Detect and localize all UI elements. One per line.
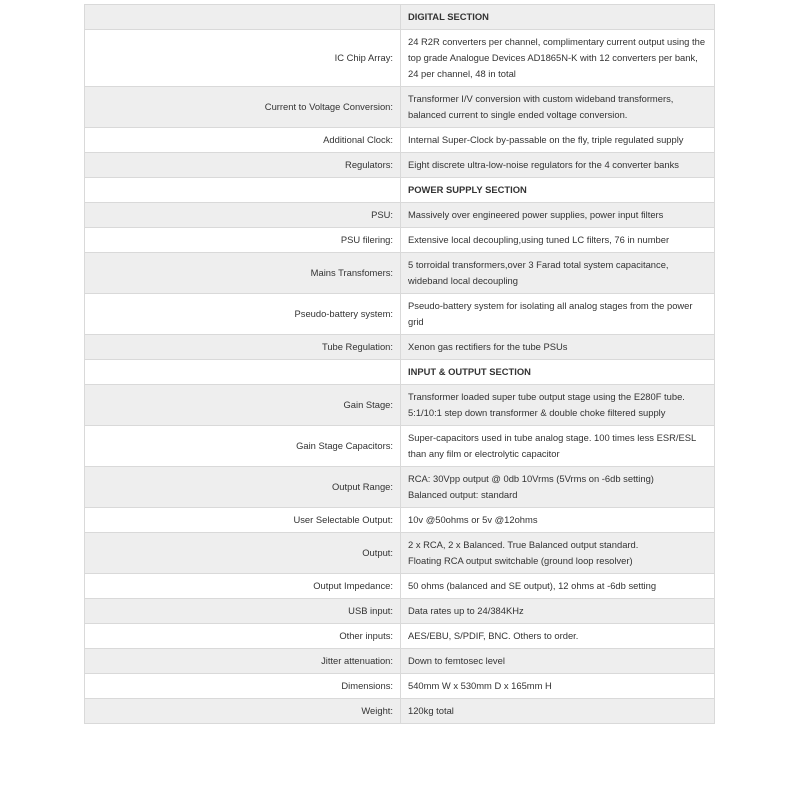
table-row [85, 128, 715, 153]
spec-value: Xenon gas rectifiers for the tube PSUs [401, 335, 715, 360]
table-row [85, 599, 715, 624]
section-header-row [85, 360, 715, 385]
section-header-row [85, 178, 715, 203]
spec-label: Output: [85, 533, 401, 574]
table-row [85, 253, 715, 294]
spec-label: Dimensions: [85, 674, 401, 699]
spec-label [85, 5, 401, 30]
spec-value: Extensive local decoupling,using tuned LC filters, 76 in number [401, 228, 715, 253]
spec-value: 2 x RCA, 2 x Balanced. True Balanced output standard. Floating RCA output switchable (ground loop resolver) [401, 533, 715, 574]
spec-value: 10v @50ohms or 5v @12ohms [401, 508, 715, 533]
spec-value: Down to femtosec level [401, 649, 715, 674]
section-title: DIGITAL SECTION [401, 5, 715, 30]
spec-label: Jitter attenuation: [85, 649, 401, 674]
spec-label: Regulators: [85, 153, 401, 178]
spec-label: PSU filering: [85, 228, 401, 253]
spec-label: Current to Voltage Conversion: [85, 87, 401, 128]
spec-value: Pseudo-battery system for isolating all analog stages from the power grid [401, 294, 715, 335]
spec-label: Gain Stage Capacitors: [85, 426, 401, 467]
spec-label: Mains Transfomers: [85, 253, 401, 294]
spec-table [84, 4, 715, 724]
table-row [85, 294, 715, 335]
spec-value: Super-capacitors used in tube analog stage. 100 times less ESR/ESL than any film or electrolytic capacitor [401, 426, 715, 467]
spec-label: Gain Stage: [85, 385, 401, 426]
table-row [85, 533, 715, 574]
spec-label: Other inputs: [85, 624, 401, 649]
spec-value: 5 torroidal transformers,over 3 Farad total system capacitance, wideband local decoupling [401, 253, 715, 294]
spec-value: 24 R2R converters per channel, complimentary current output using the top grade Analogue Devices AD1865N-K with 12 converters per bank, 24 per channel, 48 in total [401, 30, 715, 87]
table-row [85, 385, 715, 426]
spec-label: Output Range: [85, 467, 401, 508]
spec-label: USB input: [85, 599, 401, 624]
table-row [85, 467, 715, 508]
spec-value: AES/EBU, S/PDIF, BNC. Others to order. [401, 624, 715, 649]
spec-label: Additional Clock: [85, 128, 401, 153]
spec-label [85, 178, 401, 203]
spec-label: Tube Regulation: [85, 335, 401, 360]
spec-label [85, 360, 401, 385]
spec-value: Eight discrete ultra-low-noise regulators for the 4 converter banks [401, 153, 715, 178]
table-row [85, 574, 715, 599]
table-row [85, 508, 715, 533]
spec-label: Weight: [85, 699, 401, 724]
table-row [85, 87, 715, 128]
section-title: INPUT & OUTPUT SECTION [401, 360, 715, 385]
section-title: POWER SUPPLY SECTION [401, 178, 715, 203]
table-row [85, 228, 715, 253]
table-row [85, 624, 715, 649]
spec-value: Internal Super-Clock by-passable on the fly, triple regulated supply [401, 128, 715, 153]
spec-label: Pseudo-battery system: [85, 294, 401, 335]
table-row [85, 674, 715, 699]
spec-table-body [85, 5, 715, 724]
spec-value: Transformer I/V conversion with custom wideband transformers, balanced current to single ended voltage conversion. [401, 87, 715, 128]
spec-label: Output Impedance: [85, 574, 401, 599]
spec-value: 120kg total [401, 699, 715, 724]
table-row [85, 426, 715, 467]
spec-label: User Selectable Output: [85, 508, 401, 533]
spec-label: IC Chip Array: [85, 30, 401, 87]
section-header-row [85, 5, 715, 30]
table-row [85, 153, 715, 178]
spec-value: Data rates up to 24/384KHz [401, 599, 715, 624]
spec-value: 540mm W x 530mm D x 165mm H [401, 674, 715, 699]
table-row [85, 649, 715, 674]
spec-value: RCA: 30Vpp output @ 0db 10Vrms (5Vrms on -6db setting) Balanced output: standard [401, 467, 715, 508]
spec-value: 50 ohms (balanced and SE output), 12 ohms at -6db setting [401, 574, 715, 599]
spec-value: Massively over engineered power supplies, power input filters [401, 203, 715, 228]
table-row [85, 335, 715, 360]
table-row [85, 30, 715, 87]
spec-label: PSU: [85, 203, 401, 228]
table-row [85, 699, 715, 724]
spec-value: Transformer loaded super tube output stage using the E280F tube. 5:1/10:1 step down transformer & double choke filtered supply [401, 385, 715, 426]
table-row [85, 203, 715, 228]
